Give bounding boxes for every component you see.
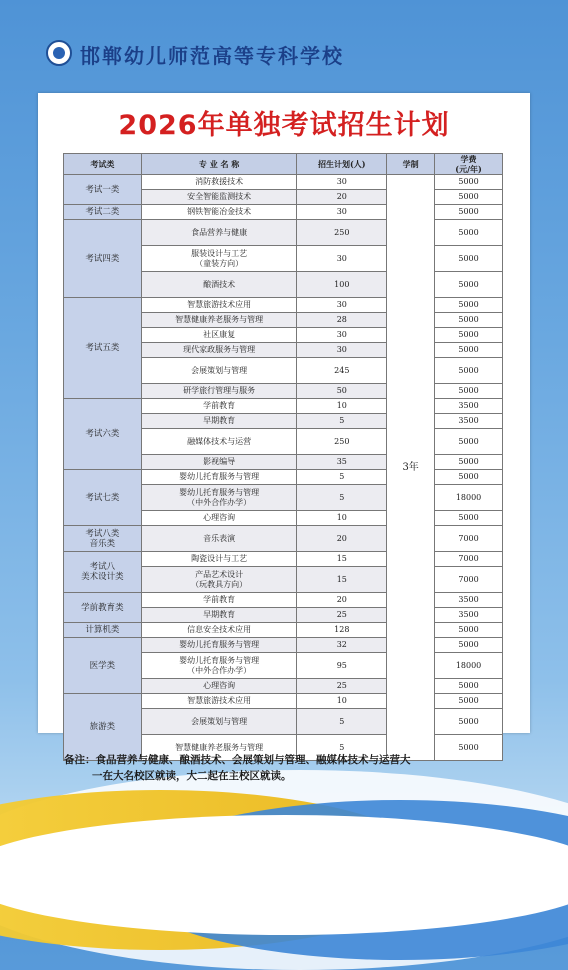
fee-cell: 3500 [435,414,503,429]
category-cell [64,552,142,593]
fee-cell: 5000 [435,638,503,653]
plan-cell: 128 [297,623,387,638]
major-name: 社区康复 [203,330,236,339]
enrollment-panel [38,93,530,752]
category-label: 音乐类 [89,538,116,549]
plan-cell: 10 [297,511,387,526]
category-label: 考试八类 [85,528,120,539]
table-row [64,638,503,653]
plan-cell: 5 [297,485,387,511]
category-cell [64,220,142,298]
major-name: 食品营养与健康 [191,227,248,237]
enrollment-table [63,153,503,761]
major-name: 会展策划与管理 [191,365,248,375]
category-label: 考试六类 [85,429,120,439]
major-cell [141,313,297,328]
header-duration: 学制 [387,154,435,175]
plan-cell: 25 [297,608,387,623]
major-cell [141,608,297,623]
plan-cell: 30 [297,205,387,220]
category-label: 考试八 [89,562,116,572]
major-name: 安全智能监测技术 [187,192,252,201]
header [0,0,568,92]
header-category: 考试类 [64,154,142,175]
major-cell [141,272,297,298]
fee-cell: 3500 [435,399,503,414]
table-header-row [64,154,503,175]
plan-cell: 30 [297,328,387,343]
fee-cell: 18000 [435,485,503,511]
major-cell [141,638,297,653]
table-body [64,175,503,761]
major-cell [141,709,297,735]
school-logo-icon [46,40,72,66]
table-row [64,298,503,313]
major-name: （玩教具方向） [191,579,248,589]
fee-cell: 5000 [435,272,503,298]
major-name: 消防救援技术 [195,177,244,186]
fee-cell: 18000 [435,653,503,679]
fee-cell: 7000 [435,552,503,567]
major-name: 钢铁智能冶金技术 [187,207,252,216]
plan-cell: 20 [297,190,387,205]
table-row [64,593,503,608]
major-name: （中外合作办学） [187,497,252,507]
header-major: 专 业 名 称 [141,154,297,175]
fee-cell: 3500 [435,593,503,608]
table-row [64,470,503,485]
category-label: 考试五类 [85,343,120,353]
major-cell [141,414,297,429]
major-name: 心理咨询 [203,513,236,522]
major-cell [141,175,297,190]
major-name: 早期教育 [203,610,236,619]
major-name: 现代家政服务与管理 [183,345,256,354]
category-cell [64,399,142,470]
plan-cell: 30 [297,343,387,358]
category-label: 考试二类 [85,207,120,217]
major-name: 婴幼儿托育服务与管理 [179,655,260,665]
table-row [64,220,503,246]
table-row [64,175,503,190]
plan-cell: 50 [297,384,387,399]
fee-cell: 5000 [435,623,503,638]
major-cell [141,429,297,455]
major-name: 影视编导 [203,457,236,466]
plan-cell: 5 [297,414,387,429]
category-cell [64,593,142,623]
fee-cell: 5000 [435,175,503,190]
plan-cell: 30 [297,175,387,190]
plan-cell: 20 [297,593,387,608]
fee-cell: 5000 [435,328,503,343]
header-fee-unit: (元/年) [455,164,482,174]
major-cell [141,298,297,313]
major-cell [141,358,297,384]
major-cell [141,511,297,526]
fee-cell: 7000 [435,526,503,552]
major-name: （中外合作办学） [187,665,252,675]
fee-cell: 5000 [435,455,503,470]
major-cell [141,623,297,638]
plan-cell: 35 [297,455,387,470]
fee-cell: 7000 [435,567,503,593]
table-row [64,205,503,220]
major-name: 婴幼儿托育服务与管理 [179,472,260,481]
category-cell [64,470,142,526]
table-row [64,399,503,414]
plan-cell: 250 [297,220,387,246]
plan-cell: 28 [297,313,387,328]
major-cell [141,328,297,343]
plan-cell: 32 [297,638,387,653]
category-label: 考试四类 [85,253,120,264]
category-label: 医学类 [89,660,116,671]
major-name: 早期教育 [203,416,236,425]
category-cell [64,526,142,552]
fee-cell: 5000 [435,735,503,761]
major-cell [141,694,297,709]
major-name: 陶瓷设计与工艺 [191,554,248,563]
fee-cell: 5000 [435,679,503,694]
major-name: 产品艺术设计 [195,569,244,579]
major-name: 婴幼儿托育服务与管理 [179,640,260,649]
major-cell [141,653,297,679]
major-name: 研学旅行管理与服务 [183,386,256,395]
fee-cell: 5000 [435,709,503,735]
major-name: 会展策划与管理 [191,716,248,726]
major-cell [141,470,297,485]
plan-cell: 20 [297,526,387,552]
major-name: 智慧健康养老服务与管理 [175,742,264,752]
fee-cell: 5000 [435,190,503,205]
major-name: 学前教育 [203,401,236,410]
major-cell [141,205,297,220]
major-cell [141,567,297,593]
major-cell [141,485,297,511]
fee-cell: 5000 [435,429,503,455]
header-plan: 招生计划(人) [297,154,387,175]
fee-cell: 5000 [435,358,503,384]
table-row [64,694,503,709]
plan-cell: 5 [297,709,387,735]
fee-cell: 5000 [435,205,503,220]
plan-cell: 15 [297,567,387,593]
plan-cell: 5 [297,470,387,485]
category-label: 考试七类 [85,492,120,503]
note [64,752,514,784]
category-label: 学前教育类 [81,602,124,613]
plan-cell: 95 [297,653,387,679]
fee-cell: 3500 [435,608,503,623]
fee-cell: 5000 [435,384,503,399]
duration-cell: 3年 [387,175,435,761]
header-fee-label: 学费 [460,154,477,164]
major-cell [141,246,297,272]
major-name: 心理咨询 [203,681,236,690]
category-cell [64,623,142,638]
major-name: 信息安全技术应用 [187,625,252,634]
fee-cell: 5000 [435,343,503,358]
decorative-wave-white-front [0,815,568,935]
major-name: 智慧旅游技术应用 [187,696,252,705]
plan-cell: 30 [297,298,387,313]
major-name: 音乐表演 [203,533,236,543]
major-name: 酿酒技术 [203,279,236,289]
fee-cell: 5000 [435,220,503,246]
category-label: 美术设计类 [81,572,124,582]
plan-cell: 10 [297,694,387,709]
category-label: 旅游类 [89,722,116,732]
note-line-1: 备注：食品营养与健康、酿酒技术、会展策划与管理、融媒体技术与运营大 [64,754,411,766]
category-label: 计算机类 [85,625,120,635]
school-name: 邯郸幼儿师范高等专科学校 [80,44,344,68]
plan-cell: 15 [297,552,387,567]
major-cell [141,399,297,414]
plan-cell: 100 [297,272,387,298]
table-row [64,552,503,567]
fee-cell: 5000 [435,694,503,709]
major-cell [141,220,297,246]
fee-cell: 5000 [435,313,503,328]
major-cell [141,384,297,399]
category-cell [64,638,142,694]
plan-cell: 10 [297,399,387,414]
major-cell [141,552,297,567]
major-name: 融媒体技术与运营 [187,436,252,446]
major-cell [141,455,297,470]
major-name: 服装设计与工艺 [191,248,248,258]
header-fee [435,154,503,175]
category-cell [64,205,142,220]
major-name: 智慧旅游技术应用 [187,300,252,309]
major-cell [141,593,297,608]
fee-cell: 5000 [435,298,503,313]
major-cell [141,343,297,358]
fee-cell: 5000 [435,511,503,526]
major-name: 智慧健康养老服务与管理 [175,315,264,324]
fee-cell: 5000 [435,470,503,485]
note-line-2: 一在大名校区就读，大二起在主校区就读。 [92,770,292,782]
plan-cell: 245 [297,358,387,384]
plan-cell: 30 [297,246,387,272]
table-row [64,623,503,638]
fee-cell: 5000 [435,246,503,272]
major-cell [141,679,297,694]
major-name: （童装方向） [195,258,244,268]
major-cell [141,190,297,205]
plan-cell: 250 [297,429,387,455]
category-cell [64,175,142,205]
plan-cell: 5 [297,735,387,761]
category-cell [64,694,142,761]
major-name: 学前教育 [203,595,236,604]
major-name: 婴幼儿托育服务与管理 [179,487,260,497]
table-row [64,526,503,552]
plan-cell: 25 [297,679,387,694]
category-label: 考试一类 [85,184,120,195]
category-cell [64,298,142,399]
page-title: 2026年单独考试招生计划 [118,110,450,141]
major-cell [141,526,297,552]
